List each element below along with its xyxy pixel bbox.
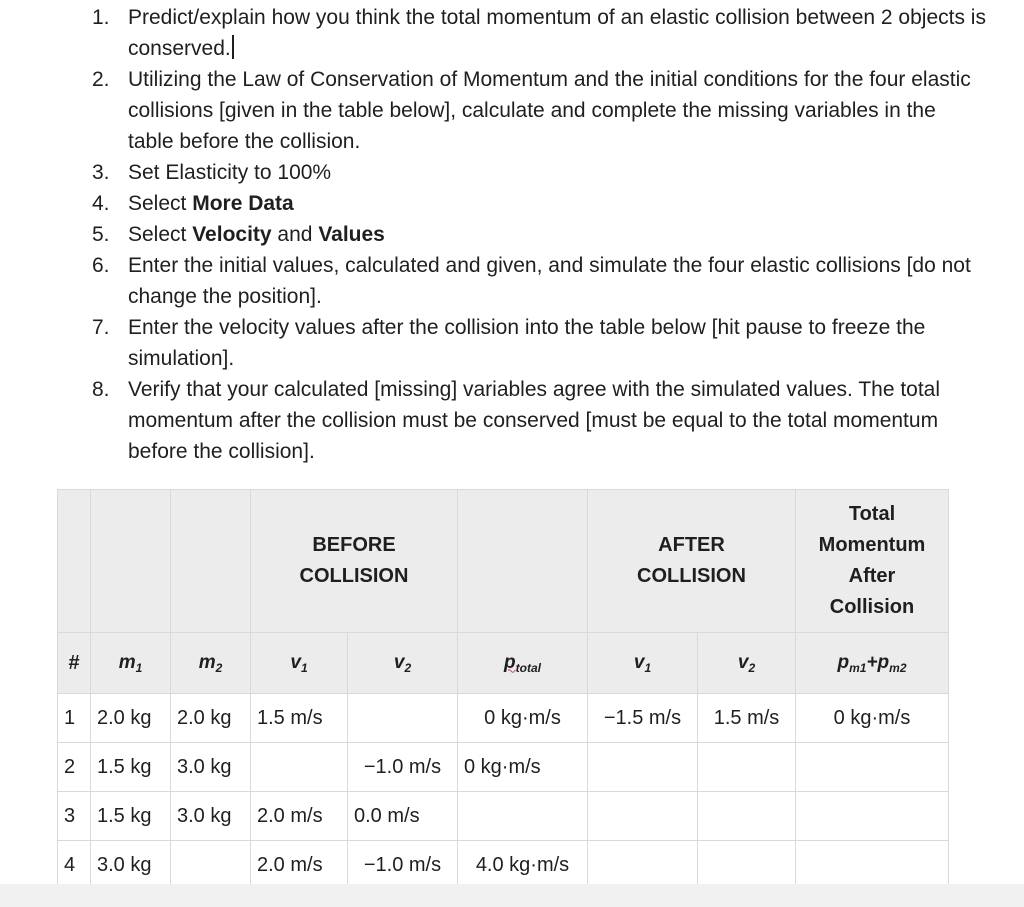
var-subscript: m1 xyxy=(849,660,867,675)
var-symbol: v xyxy=(737,651,749,673)
instruction-item-3 xyxy=(86,157,986,188)
cell-v1-after[interactable]: −1.5 m/s xyxy=(588,694,698,743)
table-row xyxy=(58,743,949,792)
table-header-row xyxy=(58,490,949,633)
var-subscript: 1 xyxy=(644,660,652,675)
before-header-line: COLLISION xyxy=(299,565,409,587)
instruction-item-1 xyxy=(86,2,986,64)
after-header-line: COLLISION xyxy=(637,565,746,587)
cell-ptotal[interactable]: 0 kg·m/s xyxy=(458,694,588,743)
row-number: 3 xyxy=(58,792,91,841)
cell-ptotal[interactable]: 4.0 kg·m/s xyxy=(458,841,588,890)
header-cell-empty xyxy=(458,490,588,633)
cell-total-after[interactable] xyxy=(796,743,949,792)
cell-total-after[interactable] xyxy=(796,792,949,841)
header-cell-empty xyxy=(91,490,171,633)
var-symbol: v xyxy=(290,651,301,673)
row-number-header: # xyxy=(58,633,91,694)
instruction-text: Utilizing the Law of Conservation of Momentum and the initial conditions for the four elastic collisions [given in the table below], calculate and complete the missing variables in the table before the collision. xyxy=(128,68,971,153)
var-symbol: v xyxy=(393,651,405,673)
instruction-bold-text: Values xyxy=(318,223,385,246)
cell-v2-after[interactable] xyxy=(698,743,796,792)
var-v1-after xyxy=(588,633,698,694)
instruction-bold-text: Velocity xyxy=(192,223,272,246)
instruction-number: 3. xyxy=(92,161,110,184)
var-symbol-letter: p xyxy=(504,651,516,673)
instruction-text: and xyxy=(271,223,319,246)
total-header-line: Momentum xyxy=(818,534,926,556)
var-subscript: 2 xyxy=(404,660,412,675)
var-symbol: m xyxy=(198,651,216,673)
before-collision-header xyxy=(251,490,458,633)
cell-v2-after[interactable] xyxy=(698,792,796,841)
cell-v1-before[interactable] xyxy=(251,743,348,792)
cell-v1-after[interactable] xyxy=(588,743,698,792)
var-v2-after xyxy=(698,633,796,694)
var-v1-before xyxy=(251,633,348,694)
total-momentum-header xyxy=(796,490,949,633)
var-m1 xyxy=(91,633,171,694)
var-subscript: 2 xyxy=(748,660,756,675)
cell-m2[interactable] xyxy=(171,841,251,890)
table-row xyxy=(58,694,949,743)
var-subscript: 1 xyxy=(135,660,143,675)
var-symbol: m xyxy=(118,651,136,673)
instruction-number: 8. xyxy=(92,378,110,401)
total-header-line: After xyxy=(848,565,896,587)
instruction-number: 5. xyxy=(92,223,110,246)
instruction-text: Enter the initial values, calculated and given, and simulate the four elastic collisions [do not change the position]. xyxy=(128,254,971,308)
var-pm-sum xyxy=(796,633,949,694)
instruction-list xyxy=(86,2,986,467)
cell-v1-before[interactable]: 1.5 m/s xyxy=(251,694,348,743)
cell-v2-before[interactable]: −1.0 m/s xyxy=(348,841,458,890)
var-symbol: v xyxy=(633,651,645,673)
instruction-text: Select xyxy=(128,192,193,215)
cell-v2-before[interactable] xyxy=(348,694,458,743)
cell-v1-before[interactable]: 2.0 m/s xyxy=(251,841,348,890)
cell-v1-after[interactable] xyxy=(588,841,698,890)
instruction-number: 6. xyxy=(92,254,110,277)
instruction-number: 7. xyxy=(92,316,110,339)
instruction-number: 2. xyxy=(92,68,110,91)
instruction-text: Verify that your calculated [missing] variables agree with the simulated values. The total momentum after the collision must be conserved [must be equal to the total momentum before the collision]. xyxy=(128,378,941,463)
row-number: 1 xyxy=(58,694,91,743)
var-plus: + xyxy=(866,651,878,673)
instruction-text: Set Elasticity to 100% xyxy=(128,161,332,184)
instruction-text: Enter the velocity values after the collision into the table below [hit pause to freeze the simulation]. xyxy=(128,316,926,370)
var-subscript: 2 xyxy=(215,660,223,675)
table-row xyxy=(58,792,949,841)
var-symbol: p xyxy=(877,651,890,673)
row-number: 4 xyxy=(58,841,91,890)
var-subscript: total xyxy=(515,660,541,675)
cell-ptotal[interactable]: 0 kg·m/s xyxy=(458,743,588,792)
after-header-line: AFTER xyxy=(658,534,725,556)
cell-m2[interactable]: 3.0 kg xyxy=(171,743,251,792)
total-header-line: Total xyxy=(848,503,896,525)
page-bottom-edge xyxy=(0,884,1024,907)
instruction-item-5 xyxy=(86,219,986,250)
table-row xyxy=(58,841,949,890)
var-symbol: p xyxy=(837,651,850,673)
cell-ptotal[interactable] xyxy=(458,792,588,841)
instruction-number: 4. xyxy=(92,192,110,215)
instruction-item-4 xyxy=(86,188,986,219)
instruction-item-7 xyxy=(86,312,986,374)
cell-v1-after[interactable] xyxy=(588,792,698,841)
cell-m2[interactable]: 2.0 kg xyxy=(171,694,251,743)
cell-v2-before[interactable]: −1.0 m/s xyxy=(348,743,458,792)
instruction-item-6 xyxy=(86,250,986,312)
after-collision-header xyxy=(588,490,796,633)
header-cell-empty xyxy=(58,490,91,633)
instruction-number: 1. xyxy=(92,6,110,29)
instruction-bold-text: More Data xyxy=(192,192,294,215)
cell-m1[interactable]: 1.5 kg xyxy=(91,743,171,792)
cell-total-after[interactable]: 0 kg·m/s xyxy=(796,694,949,743)
var-m2 xyxy=(171,633,251,694)
collision-table xyxy=(57,489,949,890)
cell-v2-after[interactable]: 1.5 m/s xyxy=(698,694,796,743)
before-header-line: BEFORE xyxy=(312,534,396,556)
var-subscript: m2 xyxy=(889,660,907,675)
header-cell-empty xyxy=(171,490,251,633)
cell-v1-before[interactable]: 2.0 m/s xyxy=(251,792,348,841)
cell-v2-after[interactable] xyxy=(698,841,796,890)
instruction-text: Select xyxy=(128,223,193,246)
cell-v2-before[interactable]: 0.0 m/s xyxy=(348,792,458,841)
text-cursor xyxy=(232,35,234,59)
cell-m2[interactable]: 3.0 kg xyxy=(171,792,251,841)
table-variable-row xyxy=(58,633,949,694)
total-header-line: Collision xyxy=(829,596,915,618)
instruction-item-8 xyxy=(86,374,986,467)
row-number: 2 xyxy=(58,743,91,792)
instruction-item-2 xyxy=(86,64,986,157)
cell-total-after[interactable] xyxy=(796,841,949,890)
var-symbol xyxy=(504,652,541,673)
var-v2-before xyxy=(348,633,458,694)
var-ptotal xyxy=(458,633,588,694)
cell-m1[interactable]: 1.5 kg xyxy=(91,792,171,841)
instruction-text: Predict/explain how you think the total momentum of an elastic collision between 2 objects is conserved. xyxy=(128,6,986,60)
cell-m1[interactable]: 3.0 kg xyxy=(91,841,171,890)
cell-m1[interactable]: 2.0 kg xyxy=(91,694,171,743)
var-subscript: 1 xyxy=(300,660,308,675)
